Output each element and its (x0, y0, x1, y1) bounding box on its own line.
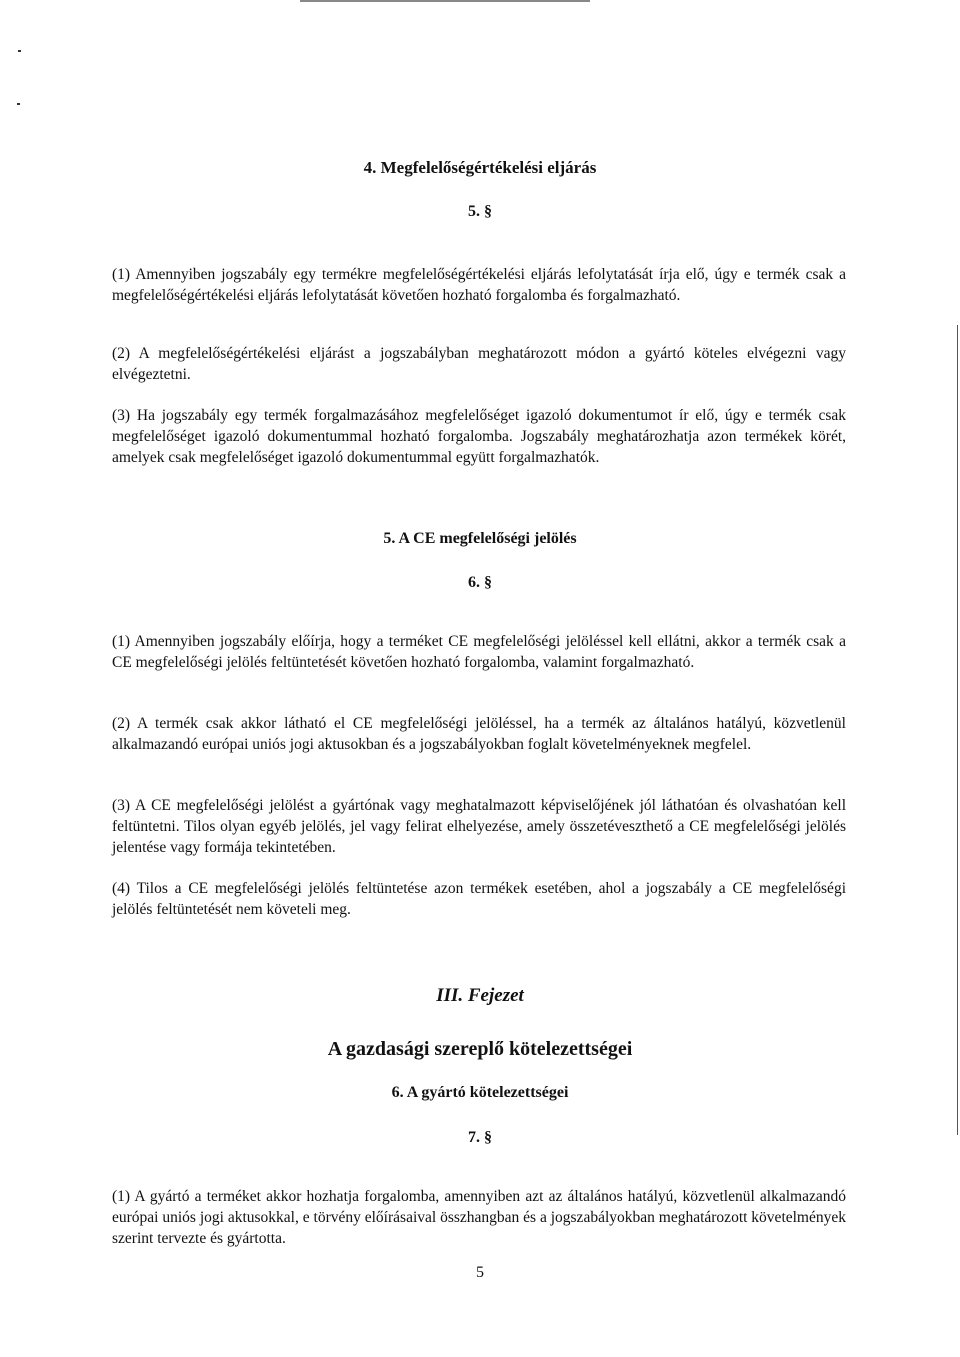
paragraph: (2) A megfelelőségértékelési eljárást a jogszabályban meghatározott módon a gyártó köteles elvégezni vagy elvégeztetni. (112, 345, 846, 383)
page-number: 5 (476, 1264, 484, 1281)
section-heading: 5. A CE megfelelőségi jelölés (383, 530, 577, 547)
paragraph: (2) A termék csak akkor látható el CE megfelelőségi jelöléssel, ha a termék az általános hatályú, közvetlenül alkalmazandó európai uniós jogi aktusokban és a jogszabályokban foglalt követelményeknek megfelel. (112, 715, 846, 753)
scan-top-rule (300, 0, 590, 2)
scan-speck (17, 103, 20, 105)
paragraph-number: 5. § (468, 203, 492, 220)
scan-speck (18, 50, 21, 52)
section-heading: 4. Megfelelőségértékelési eljárás (363, 158, 597, 177)
paragraph: (3) A CE megfelelőségi jelölést a gyártónak vagy meghatalmazott képviselőjének jól láthatóan és olvashatóan kell feltüntetni. Tilos olyan egyéb jelölés, jel vagy felirat elhelyezése, amely összetéveszthető a CE megfelelőségi jelölés jelentése vagy formája tekintetében. (112, 797, 846, 856)
paragraph: (3) Ha jogszabály egy termék forgalmazásához megfelelőséget igazoló dokumentumot ír elő, úgy e termék csak megfelelőséget igazoló dokumentummal hozható forgalomba. Jogszabály meghatározhatja azon termékek körét, amelyek csak megfelelőséget igazoló dokumentummal együtt forgalmazhatók. (112, 407, 846, 466)
chapter-label: III. Fejezet (436, 985, 524, 1006)
paragraph-number: 7. § (468, 1129, 492, 1146)
chapter-title: A gazdasági szereplő kötelezettségei (327, 1038, 633, 1060)
section-heading: 6. A gyártó kötelezettségei (391, 1084, 569, 1101)
paragraph-number: 6. § (468, 574, 492, 591)
paragraph: (1) A gyártó a terméket akkor hozhatja forgalomba, amennyiben azt az általános hatályú, közvetlenül alkalmazandó európai uniós jogi aktusokkal, e törvény előírásaival összhangban és a jogszabályokban meghatározott követelmények szerint tervezte és gyártotta. (112, 1188, 846, 1247)
paragraph: (1) Amennyiben jogszabály egy termékre megfelelőségértékelési eljárás lefolytatását írja elő, úgy e termék csak a megfelelőségértékelési eljárás lefolytatását követően hozható forgalomba és forgalmazható. (112, 266, 846, 304)
scan-side-rule (957, 325, 958, 1135)
paragraph: (4) Tilos a CE megfelelőségi jelölés feltüntetése azon termékek esetében, ahol a jogszabály a CE megfelelőségi jelölés feltüntetését nem követeli meg. (112, 880, 846, 918)
paragraph: (1) Amennyiben jogszabály előírja, hogy a terméket CE megfelelőségi jelöléssel kell ellátni, akkor a termék csak a CE megfelelőségi jelölés feltüntetését követően hozható forgalomba, valamint forgalmazható. (112, 633, 846, 671)
